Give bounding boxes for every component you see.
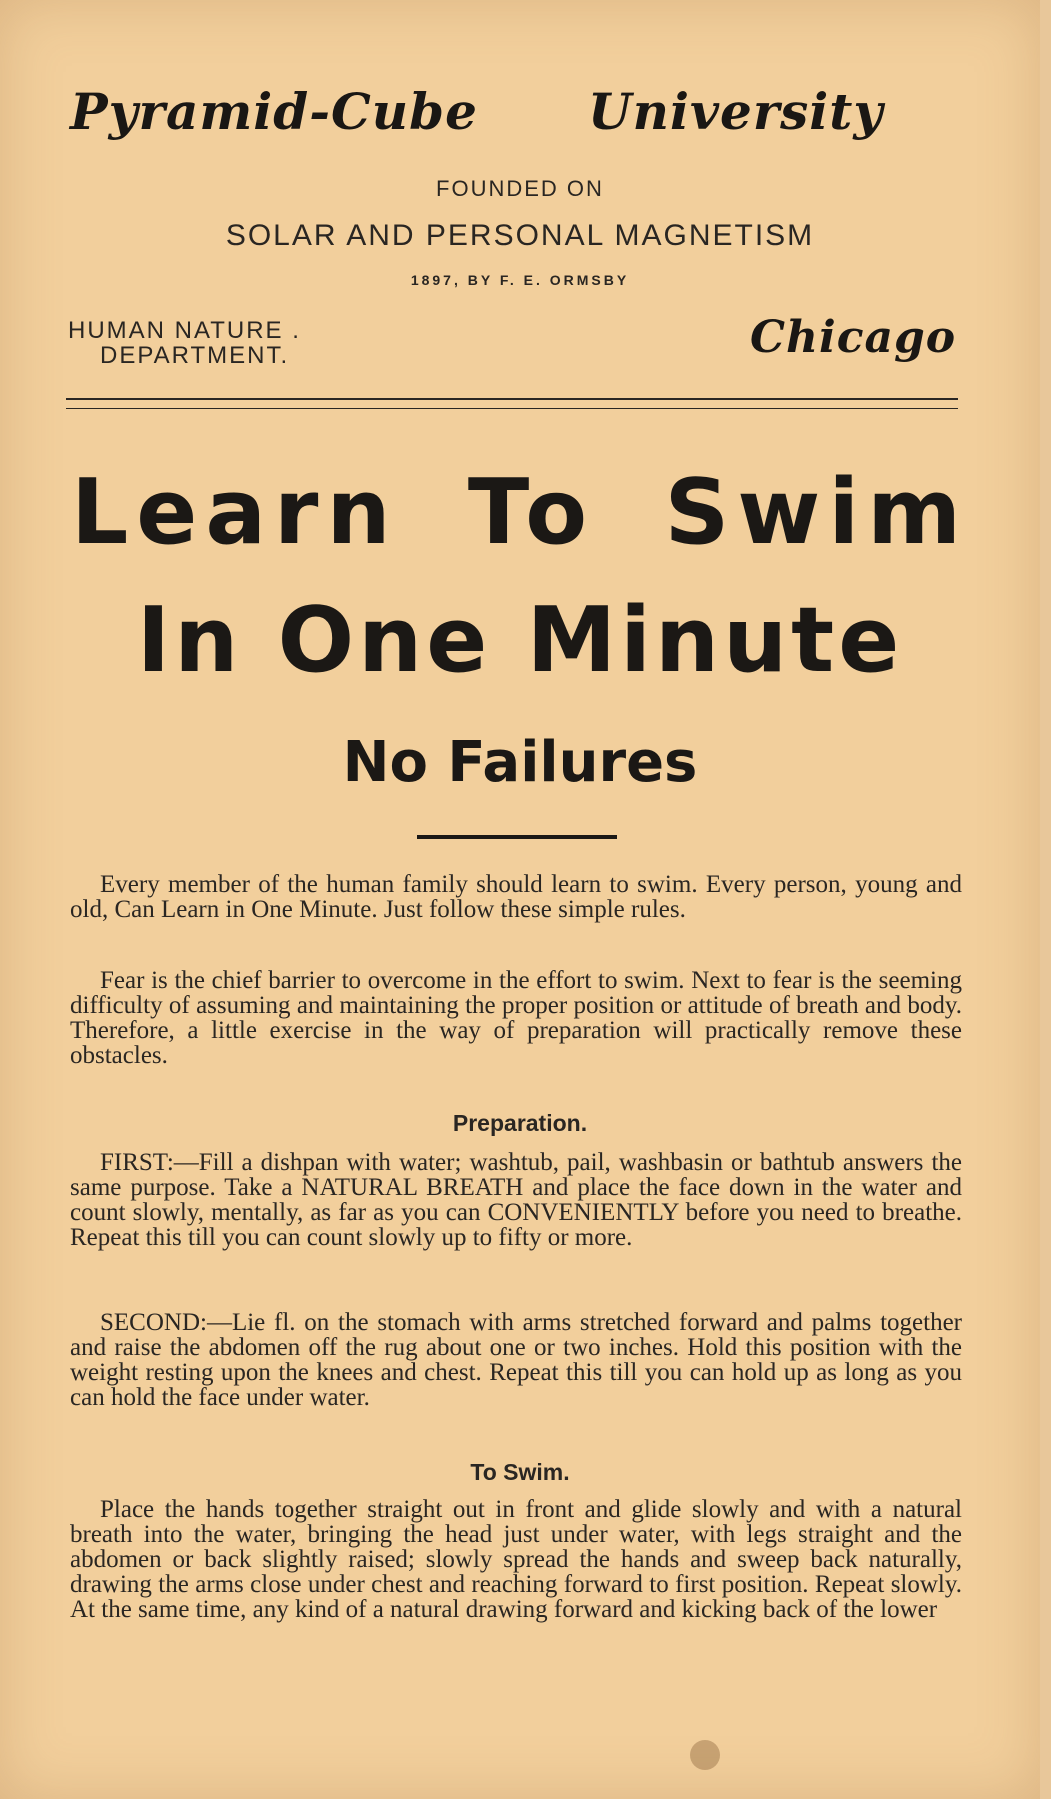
headline-subtitle: No Failures bbox=[342, 730, 698, 795]
intro-paragraph bbox=[70, 872, 962, 922]
first-step-paragraph bbox=[70, 1150, 962, 1250]
to-swim-heading: To Swim. bbox=[470, 1459, 570, 1485]
university-name-left: Pyramid-Cube bbox=[70, 82, 478, 141]
department-line1: HUMAN NATURE . bbox=[68, 317, 301, 344]
byline: 1897, BY F. E. ORMSBY bbox=[410, 272, 630, 288]
headline-line1: Learn To Swim bbox=[70, 460, 970, 565]
swim-instructions-text: Place the hands together straight out in front and glide slowly and with a natural breath into the water, bringing the head just under water, with legs straight and the abdomen or back slightly raised; slowly spread the hands and sweep back naturally, drawing the arms close under chest and reaching forward to first position. Repeat slowly. At the same time, any kind of a natural drawing forward and kicking back of the lower bbox=[70, 1496, 962, 1623]
university-name-right: University bbox=[588, 82, 884, 141]
header-divider-thin bbox=[66, 408, 958, 409]
second-step-text: SECOND:—Lie fl. on the stomach with arms stretched forward and palms together and raise the abdomen off the rug about one or two inches. Hold this position with the weight resting upon the knees and chest. Repeat this till you can hold up as long as you can hold the face under water. bbox=[70, 1309, 962, 1411]
city-name: Chicago bbox=[750, 312, 957, 363]
founded-subject: SOLAR AND PERSONAL MAGNETISM bbox=[225, 219, 815, 252]
second-step-paragraph bbox=[70, 1310, 962, 1410]
headline-line2: In One Minute bbox=[136, 588, 904, 693]
ink-stain bbox=[690, 1740, 720, 1770]
swim-instructions-paragraph bbox=[70, 1497, 962, 1622]
intro-text: Every member of the human family should learn to swim. Every person, young and old, Can Learn in One Minute. Just follow these simple rules. bbox=[70, 871, 962, 923]
founded-on-label: FOUNDED ON bbox=[436, 176, 604, 201]
header-divider bbox=[66, 398, 958, 400]
headline-underline bbox=[417, 835, 617, 839]
fear-text: Fear is the chief barrier to overcome in the effort to swim. Next to fear is the seeming difficulty of assuming and maintaining the proper position or attitude of breath and body. Therefore, a little exercise in the way of preparation will practically remove these obstacles. bbox=[70, 967, 962, 1069]
department-line2: DEPARTMENT. bbox=[100, 342, 290, 369]
first-step-text: FIRST:—Fill a dishpan with water; washtub, pail, washbasin or bathtub answers the same purpose. Take a NATURAL BREATH and place the face down in the water and count slowly, mentally, as far as you can CONVENIENTLY before you need to breathe. Repeat this till you can count slowly up to fifty or more. bbox=[70, 1149, 962, 1251]
preparation-heading: Preparation. bbox=[452, 1110, 588, 1136]
fear-paragraph bbox=[70, 968, 962, 1068]
